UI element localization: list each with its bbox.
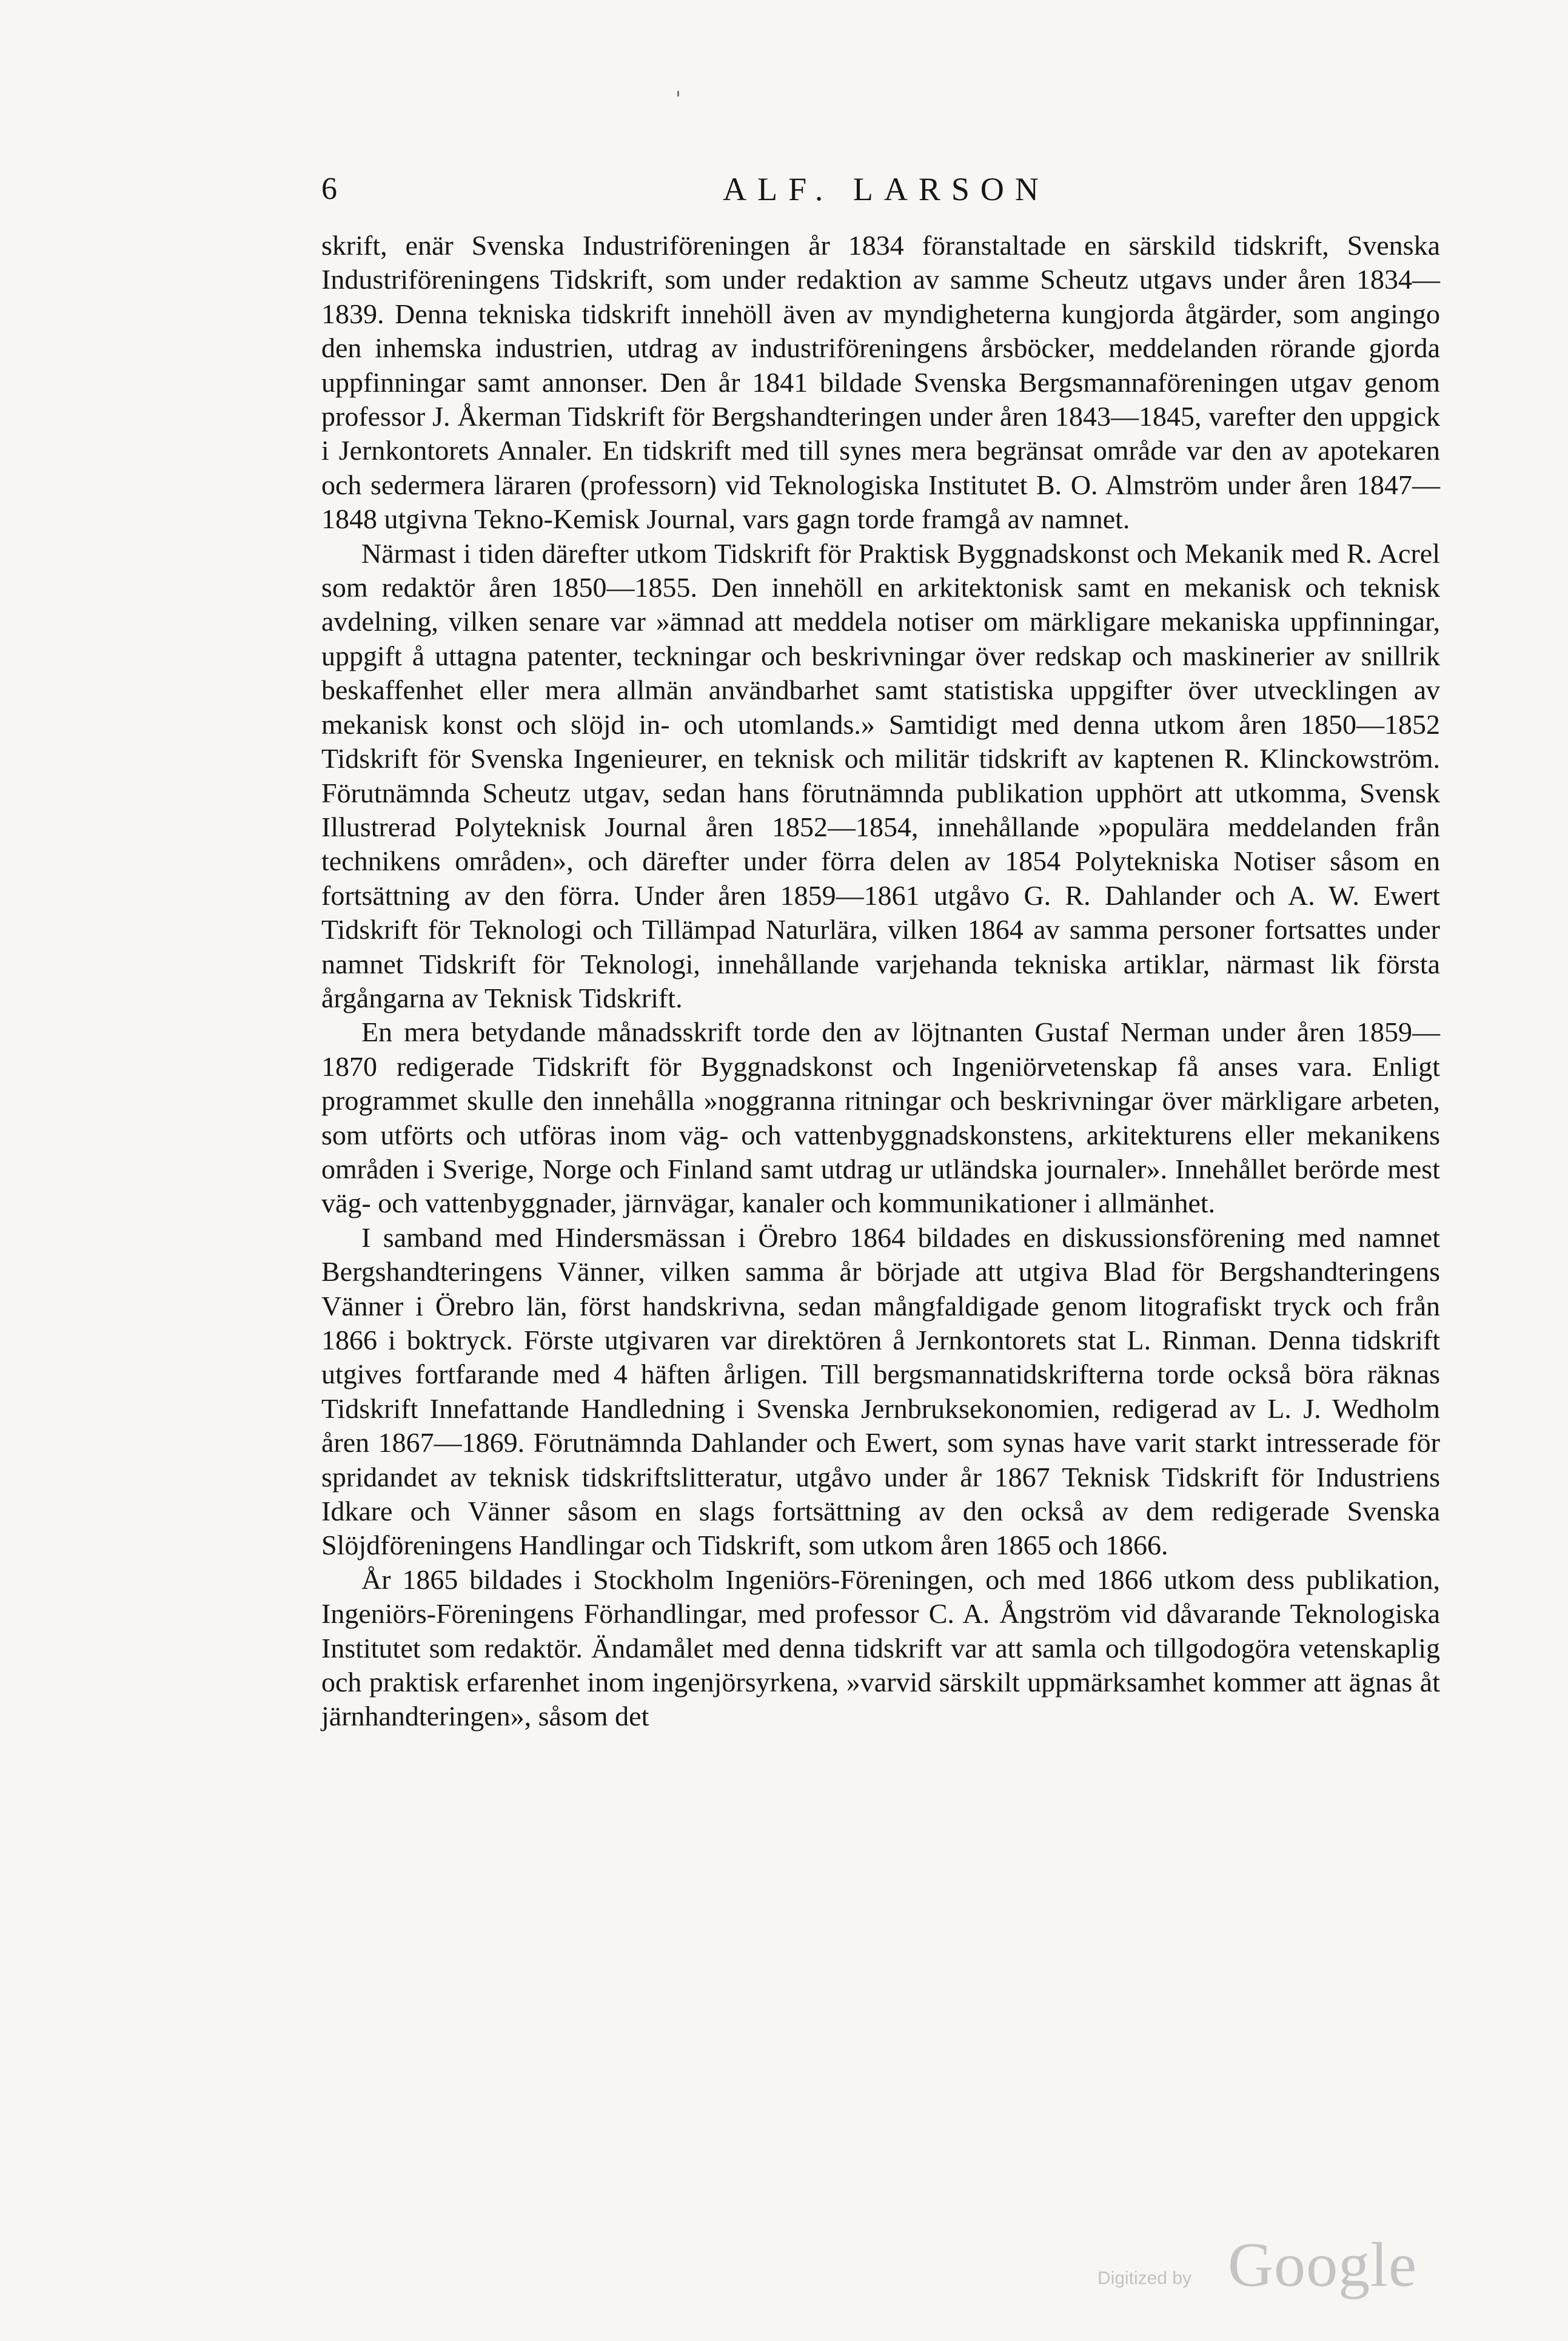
running-head: ALF. LARSON: [723, 171, 1050, 207]
scan-speck: [677, 91, 679, 96]
paragraph: skrift, enär Svenska Industriföreningen år 1834 föranstaltade en särskild tidskrift, Svenska Industriföreningens Tidskrift, som under redaktion av samme Scheutz utgavs under åren 1834—1839. Denna tekniska tidskrift innehöll även av myndigheterna kungjorda åtgärder, som angingo den inhemska industrien, utdrag av industriföreningens årsböcker, meddelanden rörande gjorda uppfinningar samt annonser. Den år 1841 bildade Svenska Bergsmannaföreningen utgav genom professor J. Åkerman Tidskrift för Bergshandteringen under åren 1843—1845, varefter den uppgick i Jernkontorets Annaler. En tidskrift med till synes mera begränsat område var den av apotekaren och sedermera läraren (professorn) vid Teknologiska Institutet B. O. Almström under åren 1847—1848 utgivna Tekno-Kemisk Journal, vars gagn torde framgå av namnet.: [321, 230, 1440, 535]
body-text: [321, 229, 1440, 1734]
digitized-watermark: [1097, 2232, 1437, 2299]
paragraph: År 1865 bildades i Stockholm Ingeniörs-Föreningen, och med 1866 utkom dess publikation, Ingeniörs-Föreningens Förhandlingar, med professor C. A. Ångström vid dåvarande Teknologiska Institutet som redaktör. Ändamålet med denna tidskrift var att samla och tillgodogöra vetenskaplig och praktisk erfarenhet inom ingenjörsyrkena, »varvid särskilt uppmärksamhet kommer att ägnas åt järnhandteringen», såsom det: [321, 1563, 1440, 1732]
paragraph: En mera betydande månadsskrift torde den av löjtnanten Gustaf Nerman under åren 1859—1870 redigerade Tidskrift för Byggnadskonst och Ingeniörvetenskap få anses vara. Enligt programmet skulle den innehålla »noggranna ritningar och beskrivningar över märkligare arbeten, som utförts och utföras inom väg- och vattenbyggnadskonstens, arkitekturens eller mekanikens områden i Sverige, Norge och Finland samt utdrag ur utländska journaler». Innehållet berörde mest väg- och vattenbyggnader, järnvägar, kanaler och kommunikationer i allmänhet.: [321, 1016, 1440, 1219]
page-number: 6: [321, 172, 337, 206]
page-header: [321, 164, 1440, 218]
watermark-caption: Digitized by: [1097, 2268, 1192, 2288]
google-logo: Google: [1228, 2230, 1418, 2300]
paragraph: I samband med Hindersmässan i Örebro 1864 bildades en diskussionsförening med namnet Bergshandteringens Vänner, vilken samma år började att utgiva Blad för Bergshandteringens Vänner i Örebro län, först handskrivna, sedan mångfaldigade genom litografiskt tryck och från 1866 i boktryck. Förste utgivaren var direktören å Jernkontorets stat L. Rinman. Denna tidskrift utgives fortfarande med 4 häften årligen. Till bergsmannatidskrifterna torde också böra räknas Tidskrift Innefattande Handledning i Svenska Jernbruksekonomien, redigerad av L. J. Wedholm åren 1867—1869. Förutnämnda Dahlander och Ewert, som synas have varit starkt intresserade för spridandet av teknisk tidskriftslitteratur, utgåvo under år 1867 Teknisk Tidskrift för Industriens Idkare och Vänner såsom en slags fortsättning av den också av dem redigerade Svenska Slöjdföreningens Handlingar och Tidskrift, som utkom åren 1865 och 1866.: [321, 1221, 1440, 1561]
paragraph: Närmast i tiden därefter utkom Tidskrift för Praktisk Byggnadskonst och Mekanik med R. Acrel som redaktör åren 1850—1855. Den innehöll en arkitektonisk samt en mekanisk och teknisk avdelning, vilken senare var »ämnad att meddela notiser om märkligare mekaniska uppfinningar, uppgift å uttagna patenter, teckningar och beskrivningar över redskap och maskinerier av snillrik beskaffenhet eller mera allmän användbarhet samt statistiska uppgifter över utvecklingen av mekanisk konst och slöjd in- och utomlands.» Samtidigt med denna utkom åren 1850—1852 Tidskrift för Svenska Ingenieurer, en teknisk och militär tidskrift av kaptenen R. Klinckowström. Förutnämnda Scheutz utgav, sedan hans förutnämnda publikation upphört att utkomma, Svensk Illustrerad Polyteknisk Journal åren 1852—1854, innehållande »populära meddelanden från technikens områden», och därefter under förra delen av 1854 Polytekniska Notiser såsom en fortsättning av den förra. Under åren 1859—1861 utgåvo G. R. Dahlander och A. W. Ewert Tidskrift för Teknologi och Tillämpad Naturlära, vilken 1864 av samma personer fortsattes under namnet Tidskrift för Teknologi, innehållande varjehanda tekniska artiklar, närmast lik första årgångarna av Teknisk Tidskrift.: [321, 537, 1440, 1013]
